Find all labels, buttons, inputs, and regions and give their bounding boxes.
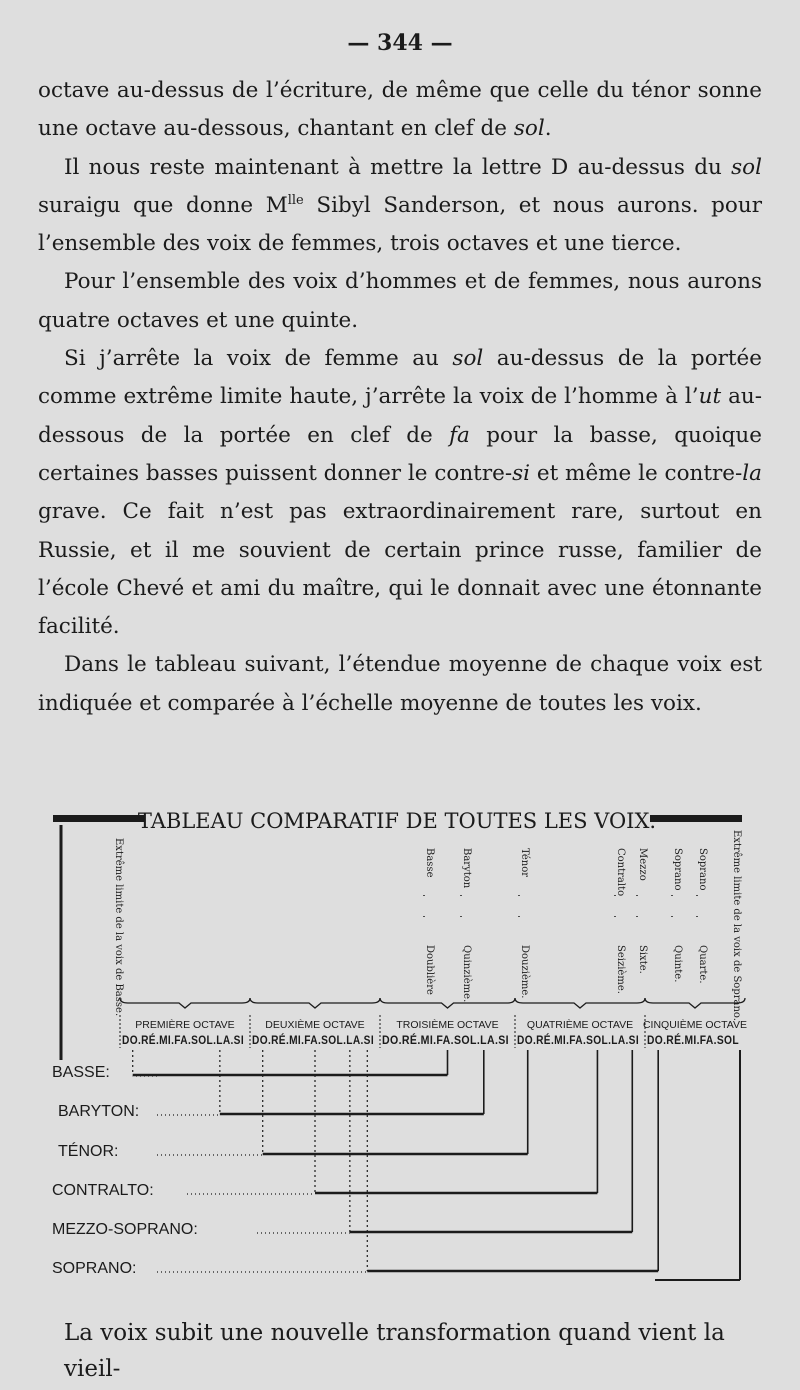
octave-brace [250, 998, 380, 1008]
text-run: octave au-dessus de l’écriture, de même que celle du ténor sonne une octave au-dessous, chantant en clef de [38, 78, 762, 142]
octave-brace [515, 998, 645, 1008]
voice-label: MEZZO-SOPRANO: [52, 1221, 198, 1238]
vertical-interval-note: Quinte. [672, 945, 683, 983]
italic-run: sol [513, 116, 545, 142]
voice-label: TÉNOR: [58, 1143, 119, 1160]
italic-run: sol [731, 154, 762, 180]
octave-brace [645, 998, 745, 1008]
vertical-voice-name: Baryton [461, 848, 472, 889]
note-names: DO.RÉ.MI.FA.SOL.LA.SI [122, 1035, 261, 1047]
text-run: Si j’arrête la voix de femme au [64, 346, 453, 372]
superscript-run: lle [287, 192, 304, 208]
vertical-interval-note: Sixte. [637, 945, 648, 974]
continuation-line: La voix subit une nouvelle transformation quand vient la vieil- [64, 1320, 725, 1382]
vertical-voice-name: Contralto [615, 848, 626, 897]
voice-label: BASSE: [52, 1064, 110, 1081]
vertical-voice-name: Basse [424, 848, 435, 878]
italic-run: ut [698, 384, 722, 410]
text-run: suraigu que donne M [38, 192, 288, 218]
text-run: Sibyl Sanderson, et nous aurons. pour l’ensemble des voix de femmes, trois octaves et une tierce. [38, 192, 763, 257]
octave-label: TROISIÈME OCTAVE [396, 1019, 499, 1031]
octave-label: CINQUIÈME OCTAVE [642, 1019, 748, 1031]
note-names: DO.RÉ.MI.FA.SOL.LA.SI [382, 1035, 521, 1047]
text-run: Il nous reste maintenant à mettre la lettre D au-dessus du [64, 154, 732, 180]
vertical-voice-name: Mezzo [637, 848, 648, 881]
text-run: pour la basse, quoique certaines basses puissent donner le contre- [38, 422, 762, 486]
note-names: DO.RÉ.MI.FA.SOL [647, 1035, 751, 1047]
text-run: . [544, 116, 552, 142]
vertical-interval-note: Quinzième. [461, 945, 472, 1003]
page-number: — 344 — [347, 30, 453, 56]
vertical-interval-note: Douzième. [519, 945, 530, 999]
vertical-voice-name: Ténor [519, 848, 530, 878]
octave-brace [380, 998, 515, 1008]
note-names: DO.RÉ.MI.FA.SOL.LA.SI [517, 1035, 656, 1047]
note-names: DO.RÉ.MI.FA.SOL.LA.SI [252, 1035, 391, 1047]
text-run: au-dessus de la portée comme extrême limite haute, j’arrête la voix de l’homme à l’ [38, 346, 763, 410]
voice-label: CONTRALTO: [52, 1182, 154, 1199]
title-bar-left [53, 815, 145, 822]
text-run: grave. Ce fait n’est pas extraordinairement rare, surtout en Russie, et il me souvient de certain prince russe, familier de l’école Chevé et ami du maître, qui le donnait avec une étonnante facilité. [38, 499, 762, 640]
text-run: et même le contre- [530, 460, 743, 486]
italic-run: fa [449, 422, 470, 448]
italic-run: si [512, 460, 531, 486]
italic-run: la [742, 460, 762, 486]
vertical-interval-note: Doublière [424, 945, 435, 995]
text-run: Pour l’ensemble des voix d’hommes et de femmes, nous aurons quatre octaves et une quinte. [38, 269, 762, 333]
octave-label: PREMIÈRE OCTAVE [135, 1019, 235, 1031]
right-limit-label: Extrême limite de la voix de Soprano. [731, 830, 742, 1021]
vertical-voice-name: Soprano [672, 848, 683, 891]
octave-brace [120, 998, 250, 1008]
vertical-interval-note: Seizième. [615, 945, 626, 994]
octave-label: DEUXIÈME OCTAVE [265, 1019, 365, 1031]
table-title: TABLEAU COMPARATIF DE TOUTES LES VOIX. [137, 809, 657, 833]
title-bar-right [650, 815, 742, 822]
italic-run: sol [452, 346, 484, 372]
vertical-voice-name: Soprano [697, 848, 708, 891]
voice-label: SOPRANO: [52, 1260, 137, 1277]
text-run: Dans le tableau suivant, l’étendue moyenne de chaque voix est indiquée et comparée à l’échelle moyenne de toutes les voix. [38, 652, 762, 716]
voice-label: BARYTON: [58, 1103, 140, 1120]
left-limit-label: Extrême limite de la voix de Basse. [113, 838, 124, 1017]
octave-label: QUATRIÈME OCTAVE [526, 1019, 634, 1031]
vertical-interval-note: Quarte. [697, 945, 708, 984]
text-run: au-dessous de la portée en clef de [38, 384, 763, 448]
